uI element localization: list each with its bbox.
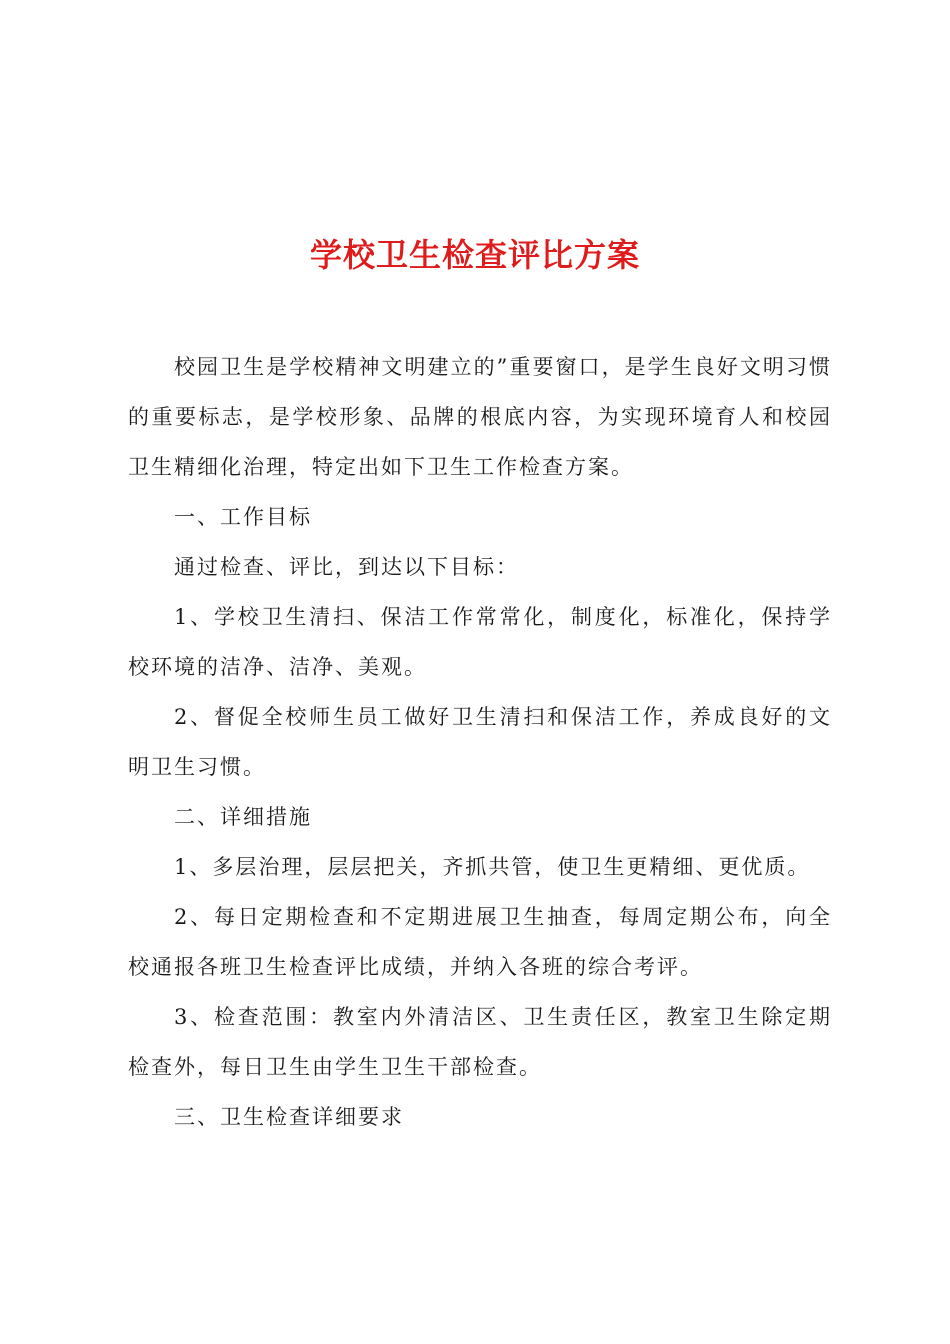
- goal-item-1: 1、学校卫生清扫、保洁工作常常化，制度化，标准化，保持学校环境的洁净、洁净、美观。: [128, 605, 832, 679]
- measure-item-2: 2、每日定期检查和不定期进展卫生抽查，每周定期公布，向全校通报各班卫生检查评比成绩，并纳入各班的综合考评。: [128, 905, 832, 979]
- document-title: 学校卫生检查评比方案: [309, 236, 640, 275]
- section-heading-requirements: 三、卫生检查详细要求: [174, 1105, 404, 1129]
- section-heading-goals: 一、工作目标: [174, 505, 312, 529]
- goal-item-2: 2、督促全校师生员工做好卫生清扫和保洁工作，养成良好的文明卫生习惯。: [128, 705, 832, 779]
- document-body: [128, 342, 832, 1142]
- intro-paragraph: 校园卫生是学校精神文明建立的”重要窗口，是学生良好文明习惯的重要标志，是学校形象、品牌的根底内容，为实现环境育人和校园卫生精细化治理，特定出如下卫生工作检查方案。: [128, 355, 832, 479]
- section-heading-measures: 二、详细措施: [174, 805, 312, 829]
- measure-item-3: 3、检查范围：教室内外清洁区、卫生责任区，教室卫生除定期检查外，每日卫生由学生卫生干部检查。: [128, 1005, 832, 1079]
- goals-lead-paragraph: 通过检查、评比，到达以下目标：: [174, 555, 519, 579]
- measure-item-1: 1、多层治理，层层把关，齐抓共管，使卫生更精细、更优质。: [174, 855, 811, 879]
